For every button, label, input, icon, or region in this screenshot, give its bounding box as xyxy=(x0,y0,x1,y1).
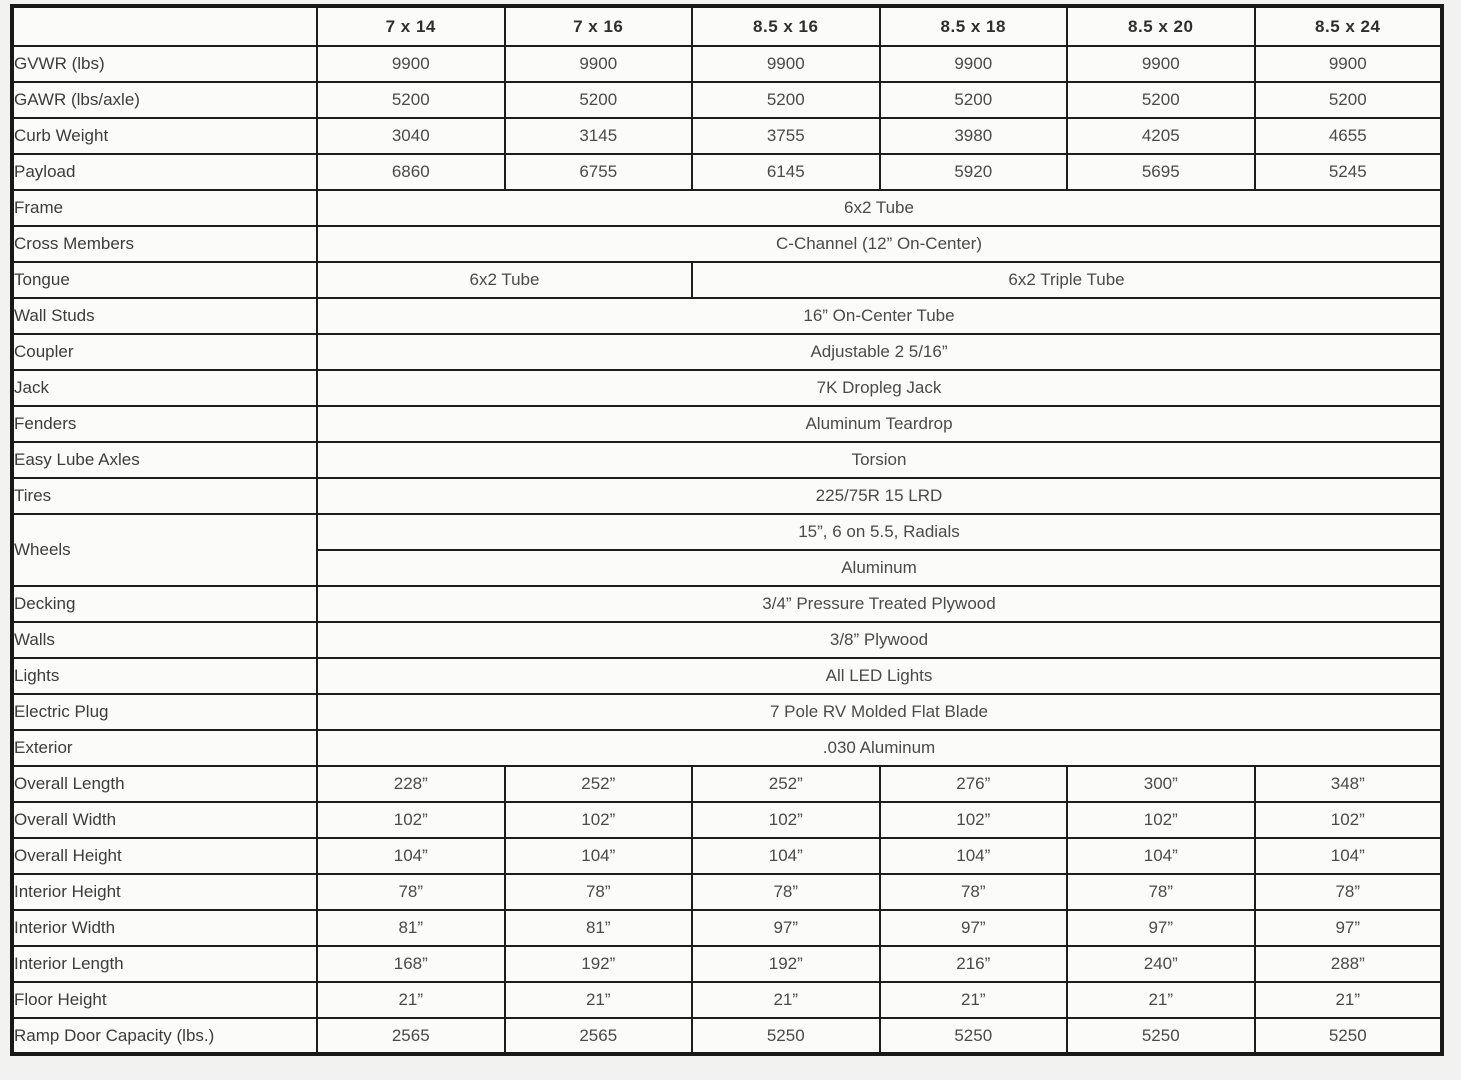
row-label: Floor Height xyxy=(12,982,317,1018)
table-row xyxy=(12,622,1442,658)
spec-value: 97” xyxy=(880,910,1068,946)
spec-value: 21” xyxy=(1067,982,1255,1018)
spec-value-merged: Aluminum xyxy=(317,550,1442,586)
spec-value: 97” xyxy=(1067,910,1255,946)
spec-value-merged: 16” On-Center Tube xyxy=(317,298,1442,334)
table-row xyxy=(12,298,1442,334)
spec-value: 81” xyxy=(317,910,505,946)
table-row xyxy=(12,334,1442,370)
spec-value: 5250 xyxy=(1255,1018,1443,1054)
spec-value: 5250 xyxy=(692,1018,880,1054)
spec-value: 21” xyxy=(880,982,1068,1018)
spec-value: 102” xyxy=(1255,802,1443,838)
spec-value: 5200 xyxy=(1067,82,1255,118)
table-row xyxy=(12,514,1442,550)
table-row xyxy=(12,478,1442,514)
spec-value: 78” xyxy=(1067,874,1255,910)
table-header xyxy=(12,6,1442,46)
row-label: Ramp Door Capacity (lbs.) xyxy=(12,1018,317,1054)
table-row xyxy=(12,838,1442,874)
spec-value-merged: 225/75R 15 LRD xyxy=(317,478,1442,514)
spec-value: 21” xyxy=(505,982,693,1018)
table-row xyxy=(12,46,1442,82)
header-row xyxy=(12,6,1442,46)
spec-value: 3040 xyxy=(317,118,505,154)
spec-value: 216” xyxy=(880,946,1068,982)
spec-value-merged: .030 Aluminum xyxy=(317,730,1442,766)
row-label: Coupler xyxy=(12,334,317,370)
spec-value: 104” xyxy=(880,838,1068,874)
row-label: Overall Width xyxy=(12,802,317,838)
row-label: Exterior xyxy=(12,730,317,766)
table-body xyxy=(12,46,1442,1054)
spec-value: 252” xyxy=(505,766,693,802)
spec-value-merged: C-Channel (12” On-Center) xyxy=(317,226,1442,262)
spec-value: 9900 xyxy=(692,46,880,82)
spec-value: 288” xyxy=(1255,946,1443,982)
table-row xyxy=(12,262,1442,298)
spec-value: 5200 xyxy=(692,82,880,118)
spec-value: 5250 xyxy=(880,1018,1068,1054)
spec-value: 9900 xyxy=(1067,46,1255,82)
row-label: Overall Length xyxy=(12,766,317,802)
table-row xyxy=(12,658,1442,694)
spec-value-span: 6x2 Triple Tube xyxy=(692,262,1442,298)
spec-value: 104” xyxy=(317,838,505,874)
row-label: Wall Studs xyxy=(12,298,317,334)
spec-value: 78” xyxy=(880,874,1068,910)
row-label: Easy Lube Axles xyxy=(12,442,317,478)
row-label: Interior Height xyxy=(12,874,317,910)
spec-value: 102” xyxy=(317,802,505,838)
spec-value: 5200 xyxy=(880,82,1068,118)
spec-value: 5200 xyxy=(317,82,505,118)
spec-value-merged: 7 Pole RV Molded Flat Blade xyxy=(317,694,1442,730)
spec-value: 240” xyxy=(1067,946,1255,982)
spec-value: 102” xyxy=(505,802,693,838)
column-header-7x16: 7 x 16 xyxy=(505,6,693,46)
row-label: Tongue xyxy=(12,262,317,298)
spec-value: 2565 xyxy=(505,1018,693,1054)
spec-value-merged: 7K Dropleg Jack xyxy=(317,370,1442,406)
spec-value: 348” xyxy=(1255,766,1443,802)
spec-value: 104” xyxy=(1255,838,1443,874)
row-label: Electric Plug xyxy=(12,694,317,730)
spec-value: 104” xyxy=(1067,838,1255,874)
spec-value: 78” xyxy=(317,874,505,910)
row-label: GAWR (lbs/axle) xyxy=(12,82,317,118)
column-header-8.5x16: 8.5 x 16 xyxy=(692,6,880,46)
row-label: Cross Members xyxy=(12,226,317,262)
spec-value: 104” xyxy=(692,838,880,874)
row-label: Interior Length xyxy=(12,946,317,982)
row-label: Wheels xyxy=(12,514,317,586)
table-row xyxy=(12,802,1442,838)
table-row xyxy=(12,154,1442,190)
spec-value-merged: 6x2 Tube xyxy=(317,190,1442,226)
spec-value: 3145 xyxy=(505,118,693,154)
spec-value: 9900 xyxy=(505,46,693,82)
spec-value: 5200 xyxy=(505,82,693,118)
spec-value: 4205 xyxy=(1067,118,1255,154)
spec-value: 3980 xyxy=(880,118,1068,154)
spec-value: 228” xyxy=(317,766,505,802)
trailer-spec-table xyxy=(10,4,1444,1056)
table-row xyxy=(12,874,1442,910)
row-label: Payload xyxy=(12,154,317,190)
spec-value: 5250 xyxy=(1067,1018,1255,1054)
table-row xyxy=(12,406,1442,442)
spec-value-merged: Torsion xyxy=(317,442,1442,478)
table-row xyxy=(12,226,1442,262)
spec-value: 9900 xyxy=(880,46,1068,82)
table-row xyxy=(12,730,1442,766)
spec-value-merged: Adjustable 2 5/16” xyxy=(317,334,1442,370)
table-row xyxy=(12,82,1442,118)
column-header-8.5x24: 8.5 x 24 xyxy=(1255,6,1443,46)
spec-value: 3755 xyxy=(692,118,880,154)
row-label: Overall Height xyxy=(12,838,317,874)
column-header-7x14: 7 x 14 xyxy=(317,6,505,46)
spec-value: 102” xyxy=(880,802,1068,838)
spec-value: 2565 xyxy=(317,1018,505,1054)
spec-value: 192” xyxy=(692,946,880,982)
spec-value: 276” xyxy=(880,766,1068,802)
row-label: Tires xyxy=(12,478,317,514)
spec-value: 6145 xyxy=(692,154,880,190)
spec-value: 6860 xyxy=(317,154,505,190)
spec-value: 104” xyxy=(505,838,693,874)
spec-value: 5920 xyxy=(880,154,1068,190)
spec-value: 21” xyxy=(1255,982,1443,1018)
corner-cell xyxy=(12,6,317,46)
spec-value: 252” xyxy=(692,766,880,802)
spec-value: 5695 xyxy=(1067,154,1255,190)
row-label: Fenders xyxy=(12,406,317,442)
spec-value: 168” xyxy=(317,946,505,982)
table-row xyxy=(12,118,1442,154)
spec-value: 81” xyxy=(505,910,693,946)
spec-value: 102” xyxy=(692,802,880,838)
spec-value: 9900 xyxy=(317,46,505,82)
spec-value-merged: 3/8” Plywood xyxy=(317,622,1442,658)
table-row xyxy=(12,1018,1442,1054)
spec-value: 78” xyxy=(692,874,880,910)
spec-value: 102” xyxy=(1067,802,1255,838)
row-label: Walls xyxy=(12,622,317,658)
spec-value: 21” xyxy=(692,982,880,1018)
spec-value: 21” xyxy=(317,982,505,1018)
spec-value: 5200 xyxy=(1255,82,1443,118)
spec-value: 97” xyxy=(1255,910,1443,946)
row-label: Lights xyxy=(12,658,317,694)
column-header-8.5x18: 8.5 x 18 xyxy=(880,6,1068,46)
table-row xyxy=(12,910,1442,946)
spec-value: 97” xyxy=(692,910,880,946)
spec-value-merged: All LED Lights xyxy=(317,658,1442,694)
table-row xyxy=(12,766,1442,802)
table-row xyxy=(12,982,1442,1018)
spec-value: 4655 xyxy=(1255,118,1443,154)
spec-value: 6755 xyxy=(505,154,693,190)
spec-value-merged: 15”, 6 on 5.5, Radials xyxy=(317,514,1442,550)
table-row xyxy=(12,694,1442,730)
row-label: Frame xyxy=(12,190,317,226)
row-label: Curb Weight xyxy=(12,118,317,154)
row-label: GVWR (lbs) xyxy=(12,46,317,82)
row-label: Decking xyxy=(12,586,317,622)
spec-value: 192” xyxy=(505,946,693,982)
spec-value-merged: 3/4” Pressure Treated Plywood xyxy=(317,586,1442,622)
table-row xyxy=(12,190,1442,226)
spec-value: 5245 xyxy=(1255,154,1443,190)
spec-value-span: 6x2 Tube xyxy=(317,262,692,298)
spec-value: 78” xyxy=(505,874,693,910)
spec-value: 300” xyxy=(1067,766,1255,802)
row-label: Interior Width xyxy=(12,910,317,946)
column-header-8.5x20: 8.5 x 20 xyxy=(1067,6,1255,46)
spec-value-merged: Aluminum Teardrop xyxy=(317,406,1442,442)
table-row xyxy=(12,946,1442,982)
spec-value: 78” xyxy=(1255,874,1443,910)
table-row xyxy=(12,586,1442,622)
spec-value: 9900 xyxy=(1255,46,1443,82)
table-row xyxy=(12,442,1442,478)
table-row xyxy=(12,370,1442,406)
row-label: Jack xyxy=(12,370,317,406)
